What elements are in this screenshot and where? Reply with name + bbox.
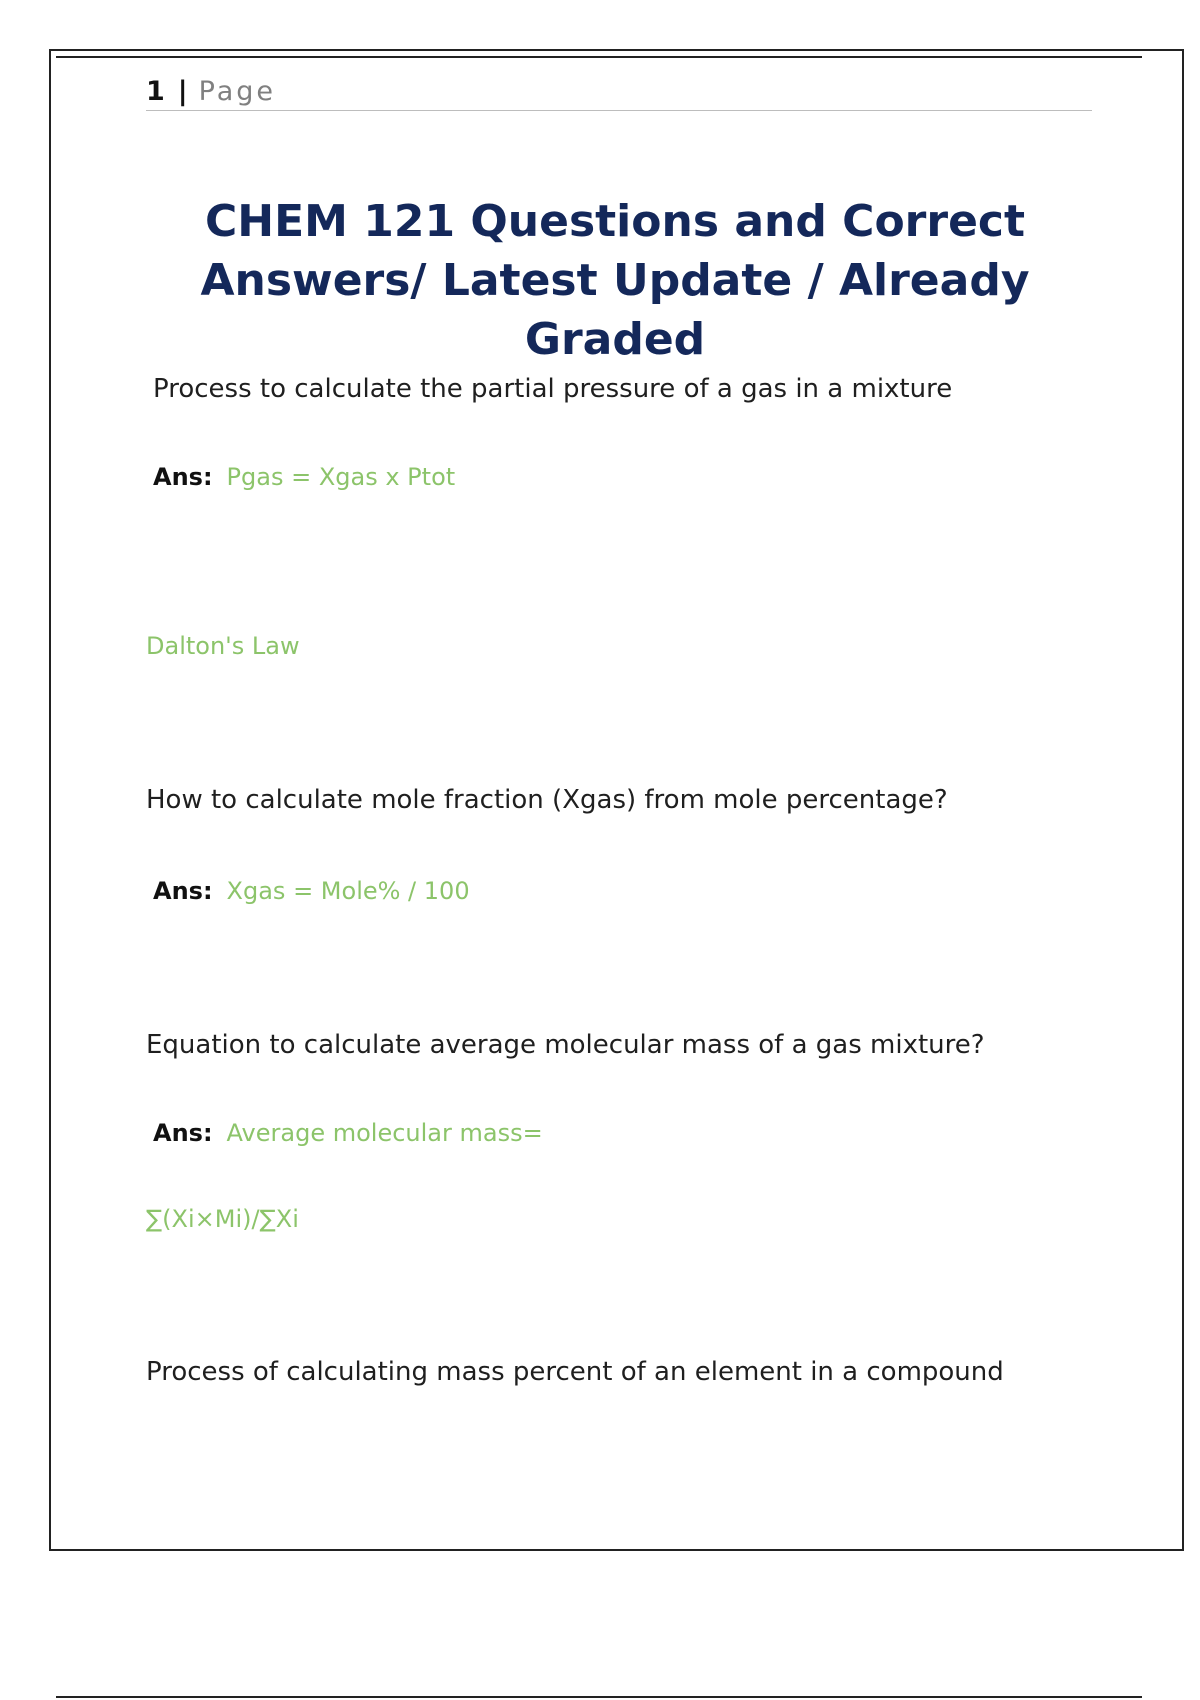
answer-label: Ans: — [153, 1119, 213, 1147]
page-header — [146, 72, 1092, 111]
document-title: CHEM 121 Questions and Correct Answers/ Latest Update / Already Graded — [200, 196, 1030, 365]
answer-row-2 — [153, 877, 470, 905]
answer-label: Ans: — [153, 877, 213, 905]
answer-extra-1: Dalton's Law — [146, 632, 300, 660]
bottom-rule — [56, 1696, 1142, 1698]
page-separator: | — [177, 75, 191, 107]
question-2: How to calculate mole fraction (Xgas) from mole percentage? — [146, 785, 948, 815]
answer-label: Ans: — [153, 463, 213, 491]
question-4: Process of calculating mass percent of an element in a compound — [146, 1357, 1004, 1387]
page-number: 1 — [146, 75, 168, 107]
answer-row-1 — [153, 463, 455, 491]
question-1: Process to calculate the partial pressure of a gas in a mixture — [153, 374, 953, 404]
question-3: Equation to calculate average molecular mass of a gas mixture? — [146, 1030, 985, 1060]
answer-row-3 — [153, 1119, 543, 1147]
answer-text: Average molecular mass= — [226, 1119, 543, 1147]
page-word: Page — [198, 75, 277, 107]
answer-text: Xgas = Mole% / 100 — [226, 877, 470, 905]
top-rule — [56, 56, 1142, 58]
answer-text: Pgas = Xgas x Ptot — [226, 463, 456, 491]
answer-extra-3: ∑(Xi×Mi)/∑Xi — [146, 1205, 299, 1233]
